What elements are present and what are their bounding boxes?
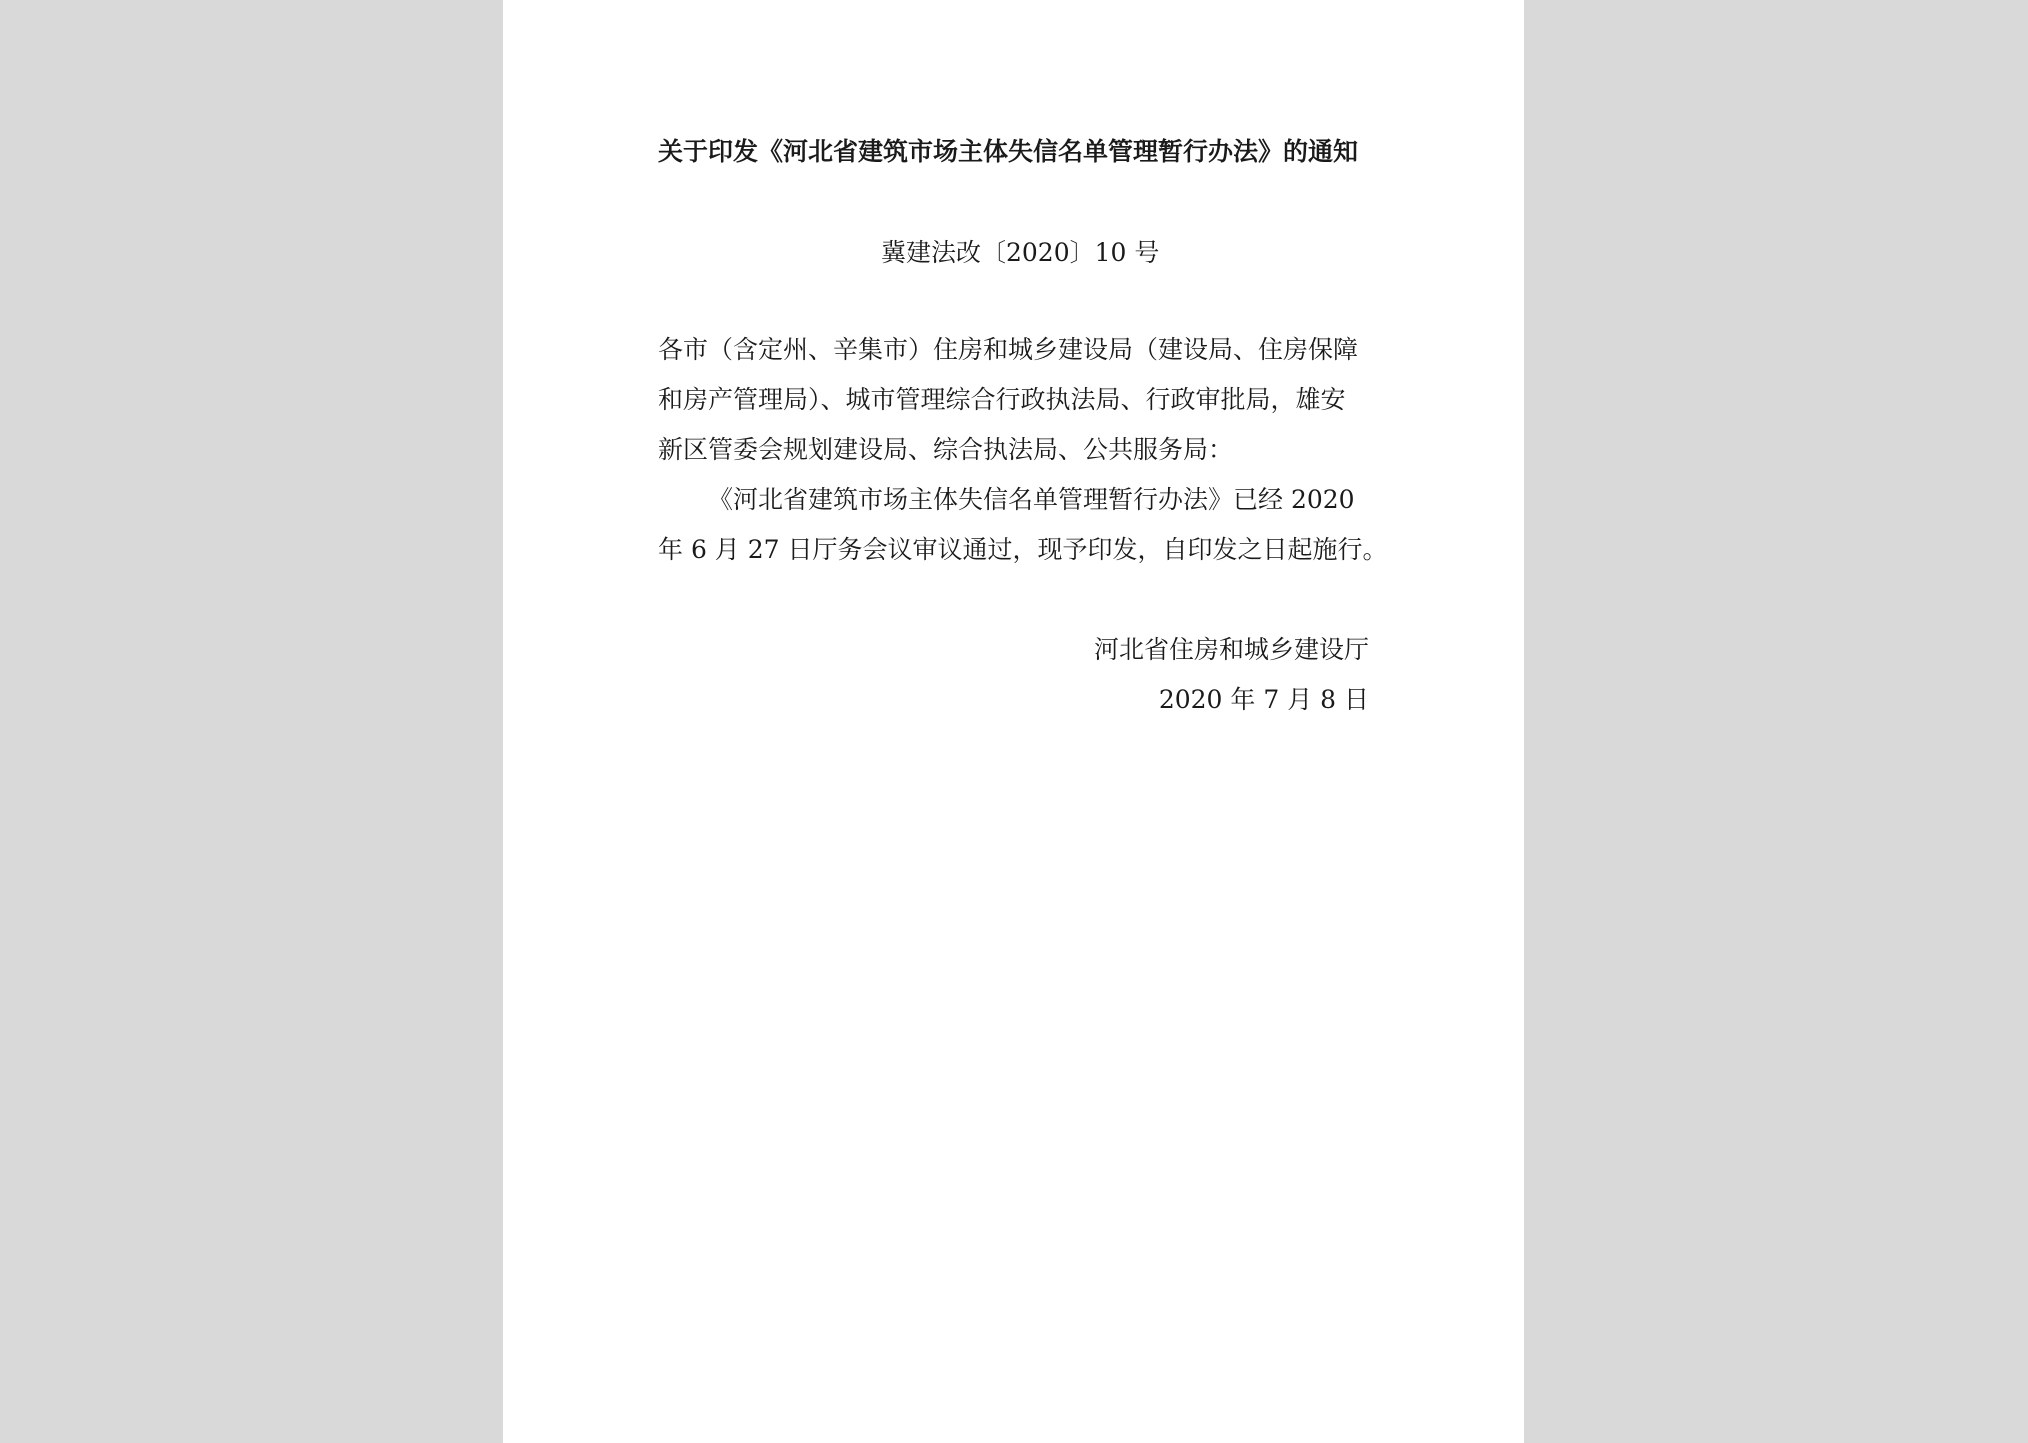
salutation-line: 新区管委会规划建设局、综合执法局、公共服务局： xyxy=(658,435,1234,464)
issue-date: 2020 年 7 月 8 日 xyxy=(1158,685,1369,714)
document-page xyxy=(503,0,1524,1443)
body-paragraph-line: 《河北省建筑市场主体失信名单管理暂行办法》已经 2020 xyxy=(708,485,1355,514)
document-title: 关于印发《河北省建筑市场主体失信名单管理暂行办法》的通知 xyxy=(658,137,1359,166)
salutation-line: 和房产管理局）、城市管理综合行政执法局、行政审批局，雄安 xyxy=(658,385,1346,414)
document-number: 冀建法改〔2020〕10 号 xyxy=(881,238,1160,267)
issuer-signature: 河北省住房和城乡建设厅 xyxy=(1093,635,1369,664)
salutation-line: 各市（含定州、辛集市）住房和城乡建设局（建设局、住房保障 xyxy=(658,335,1359,364)
body-paragraph-line: 年 6 月 27 日厅务会议审议通过，现予印发，自印发之日起施行。 xyxy=(658,535,1388,564)
